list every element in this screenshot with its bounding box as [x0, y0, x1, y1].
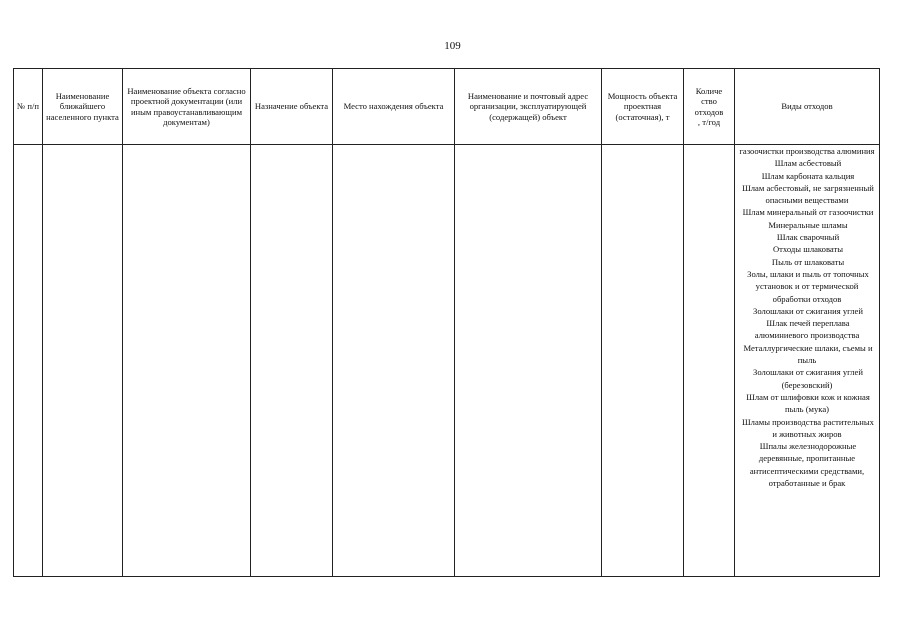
waste-type-item: Золы, шлаки и пыль от топочных установок и от термической обработки отходов	[747, 268, 869, 304]
header-organization: Наименование и почтовый адрес организации, эксплуатирующей (содержащей) объект	[455, 69, 602, 145]
page-number: 109	[444, 40, 461, 52]
table-header-row	[14, 69, 880, 145]
cell-waste-quantity	[684, 145, 735, 577]
cell-waste-types	[735, 145, 880, 577]
header-waste-types: Виды отходов	[735, 69, 880, 145]
waste-type-item: Шламы производства растительных и животных жиров	[742, 416, 874, 439]
header-waste-quantity	[684, 69, 735, 145]
table-row	[14, 145, 880, 577]
waste-type-item: Шлак сварочный	[776, 232, 840, 243]
cell-purpose	[251, 145, 333, 577]
waste-type-item: Шлам асбестовый	[774, 158, 842, 169]
waste-type-item: газоочистки производства алюминия	[739, 146, 875, 156]
cell-number	[14, 145, 43, 577]
header-location: Место нахождения объекта	[333, 69, 455, 145]
cell-settlement	[43, 145, 123, 577]
waste-type-item: Шлам минеральный от газоочистки	[742, 207, 874, 218]
waste-type-item: Шлам карбоната кальция	[761, 170, 855, 181]
header-object-name: Наименование объекта согласно проектной документации (или иным правоустанавливающим документам)	[123, 69, 251, 145]
header-waste-quantity-line: ство	[701, 96, 717, 106]
cell-capacity	[602, 145, 684, 577]
waste-type-item: Золошлаки от сжигания углей (березовский)	[753, 367, 863, 390]
header-capacity: Мощность объекта проектная (остаточная), т	[602, 69, 684, 145]
cell-location	[333, 145, 455, 577]
cell-object-name	[123, 145, 251, 577]
header-purpose: Назначение объекта	[251, 69, 333, 145]
header-settlement: Наименование ближайшего населенного пункта	[43, 69, 123, 145]
waste-type-item: Шлам асбестовый, не загрязненный опасными веществами	[742, 182, 874, 206]
waste-type-item: Шлам от шлифовки кож и кожная пыль (мука)	[746, 391, 870, 415]
header-waste-quantity-line: , т/год	[697, 117, 721, 127]
waste-type-item: Отходы шлаковаты	[772, 244, 844, 255]
waste-type-item: Шпалы железнодорожные деревянные, пропитанные антисептическими средствами, отработанные и брак	[749, 441, 865, 489]
waste-type-item: Золошлаки от сжигания углей	[753, 305, 863, 316]
header-waste-quantity-line: Количе	[695, 85, 723, 96]
waste-type-item: Металлургические шлаки, съемы и пыль	[743, 342, 873, 366]
waste-objects-table	[13, 68, 880, 577]
header-waste-quantity-line: отходов	[694, 106, 724, 117]
cell-organization	[455, 145, 602, 577]
waste-type-item: Минеральные шламы	[768, 219, 848, 230]
header-number: № п/п	[14, 69, 43, 145]
waste-type-item: Шлак печей переплава алюминиевого производства	[754, 318, 860, 341]
waste-type-item: Пыль от шлаковаты	[771, 256, 845, 267]
